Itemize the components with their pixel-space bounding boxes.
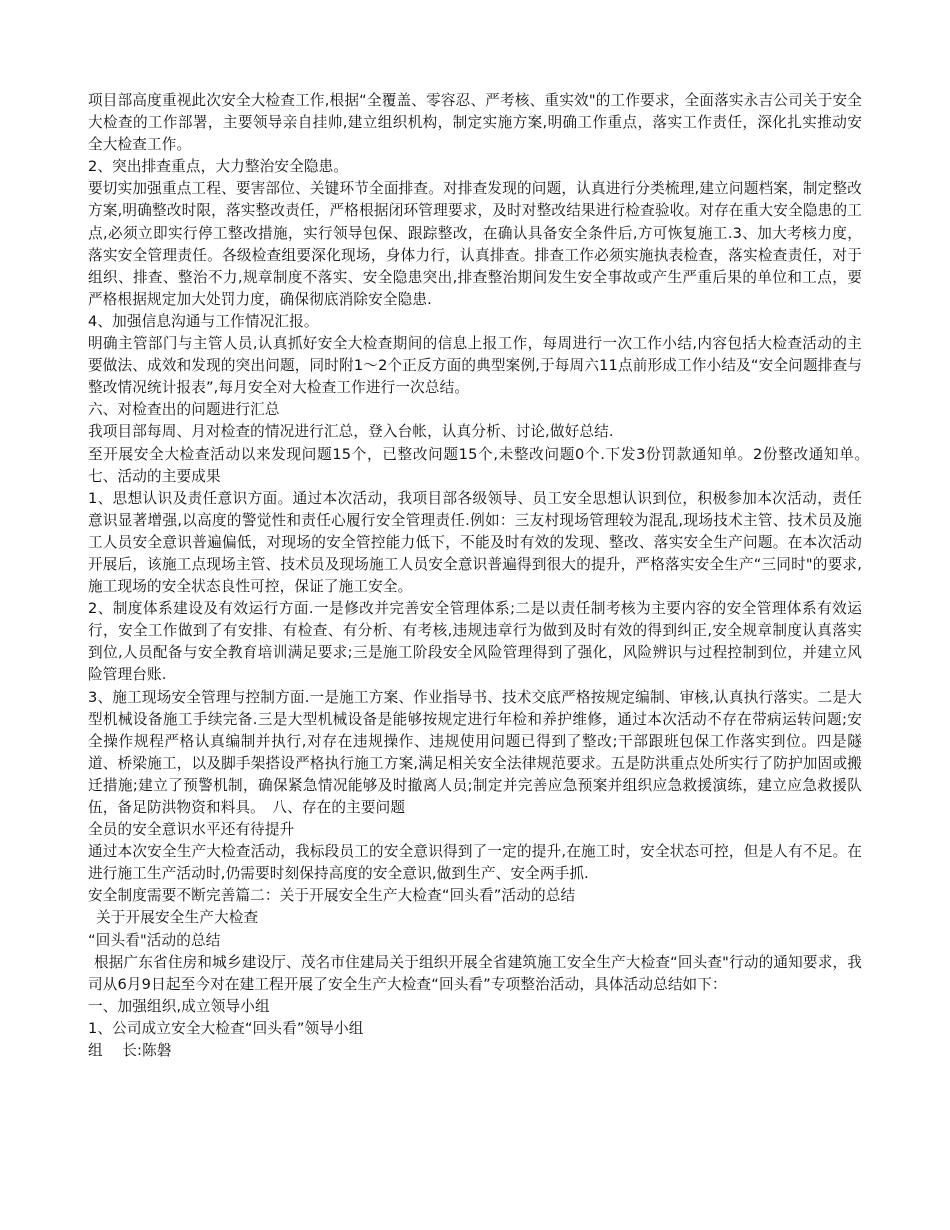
paragraph-investigation: 要切实加强重点工程、要害部位、关键环节全面排查。对排查发现的问题，认真进行分类梳理,建立问题档案，制定整改方案,明确整改时限，落实整改责任，严格根据闭环管理要求，及时对整改结果进行检查验收。对存在重大安全隐患的工点,必须立即实行停工整改措施，实行领导包保、跟踪整改，在确认具备安全条件后,方可恢复施工.3、加大考核力度，落实安全管理责任。各级检查组要深化现场，身体力行，认真排查。排查工作必须实施执表检查，落实检查责任，对于组织、排查、整治不力,规章制度不落实、安全隐患突出,排查整治期间发生安全事故或产生严重后果的单位和工点，要严格根据规定加大处罚力度，确保彻底消除安全隐患. [88,180,862,308]
title-line-1: 关于开展安全生产大检查 [96,909,259,927]
paragraph-intro: 项目部高度重视此次安全大检查工作,根据“全覆盖、零容忍、严考核、重实效"的工作要求，全面落实永吉公司关于安全大检查的工作部署，主要领导亲自挂帅,建立组织机构，制定实施方案,明确工作重点，落实工作责任，深化扎实推动安全大检查工作。 [88,92,862,154]
paragraph-result-3: 3、施工现场安全管理与控制方面.一是施工方案、作业指导书、技术交底严格按规定编制、审核,认真执行落实。二是大型机械设备施工手续完备.三是大型机械设备是能够按规定进行年检和养护维修，通过本次活动不存在带病运转问题;安全操作规程严格认真编制并执行,对存在违规操作、违规使用问题已得到了整改;干部跟班包保工作落实到位。四是隧道、桥梁施工，以及脚手架搭设严格执行施工方案,满足相关安全法律规范要求。五是防洪重点处所实行了防护加固或搬迁措施;建立了预警机制，确保紧急情况能够及时撤离人员;制定并完善应急预案并组织应急救援演练，建立应急救援队伍，备足防洪物资和料具。 八、存在的主要问题 [88,688,862,816]
paragraph-notice: 根据广东省住房和城乡建设厅、茂名市住建局关于组织开展全省建筑施工安全生产大检查“回头查"行动的通知要求，我司从6月9日起至今对在建工程开展了安全生产大检查“回头看”专项整治活动，具体活动总结如下： [88,953,862,993]
paragraph-awareness: 通过本次安全生产大检查活动，我标段员工的安全意识得到了一定的提升,在施工时，安全状态可控，但是人有不足。在进行施工生产活动时,仍需要时刻保持高度的安全意识,做到生产、安全两手抓. [88,843,862,883]
paragraph-reporting: 明确主管部门与主管人员,认真抓好安全大检查期间的信息上报工作，每周进行一次工作小结,内容包括大检查活动的主要做法、成效和发现的突出问题，同时附1～2个正反方面的典型案例,于每周六11点前形成工作小结及“安全问题排查与整改情况统计报表”,每月安全对大检查工作进行一次总结。 [88,335,862,397]
heading-awareness: 全员的安全意识水平还有待提升 [88,821,295,839]
paragraph-team-leader: 组 长:陈磐 [88,1042,172,1060]
heading-section-1: 一、加强组织,成立领导小组 [88,997,270,1015]
paragraph-result-2: 2、制度体系建设及有效运行方面.一是修改并完善安全管理体系;二是以责任制考核为主要内容的安全管理体系有效运行，安全工作做到了有安排、有检查、有分析、有考核,违规违章行为做到及时有效的得到纠正,安全规章制度认真落实到位,人员配备与安全教育培训满足要求;三是施工阶段安全风险管理得到了强化，风险辨识与过程控制到位，并建立风险管理台账. [88,600,862,684]
heading-item-1: 1、公司成立安全大检查“回头看”领导小组 [88,1019,364,1037]
heading-part-2: 安全制度需要不断完善篇二：关于开展安全生产大检查“回头看”活动的总结 [88,887,576,905]
paragraph-result-1: 1、思想认识及责任意识方面。通过本次活动，我项目部各级领导、员工安全思想认识到位，积极参加本次活动，责任意识显著增强,以高度的警觉性和责任心履行安全管理责任.例如：三友村现场管理较为混乱,现场技术主管、技术员及施工人员安全意识普遍偏低，对现场的安全管控能力低下，不能及时有效的发现、整改、落实安全生产问题。在本次活动开展后，该施工点现场主管、技术员及现场施工人员安全意识普遍得到很大的提升，严格落实安全生产“三同时"的要求,施工现场的安全状态良性可控，保证了施工安全。 [88,489,862,596]
heading-item-4: 4、加强信息沟通与工作情况汇报。 [88,312,319,330]
heading-section-6: 六、对检查出的问题进行汇总 [88,401,280,419]
paragraph-issue-counts: 至开展安全大检查活动以来发现问题15个，已整改问题15个,未整改问题0个.下发3份罚款通知单。2份整改通知单。 七、活动的主要成果 [88,445,877,485]
heading-item-2: 2、突出排查重点，大力整治安全隐患。 [88,158,349,176]
paragraph-summary-weekly: 我项目部每周、月对检查的情况进行汇总，登入台帐，认真分析、讨论,做好总结. [88,423,614,441]
title-line-2: “回头看"活动的总结 [88,931,221,949]
document-body [88,90,877,1062]
